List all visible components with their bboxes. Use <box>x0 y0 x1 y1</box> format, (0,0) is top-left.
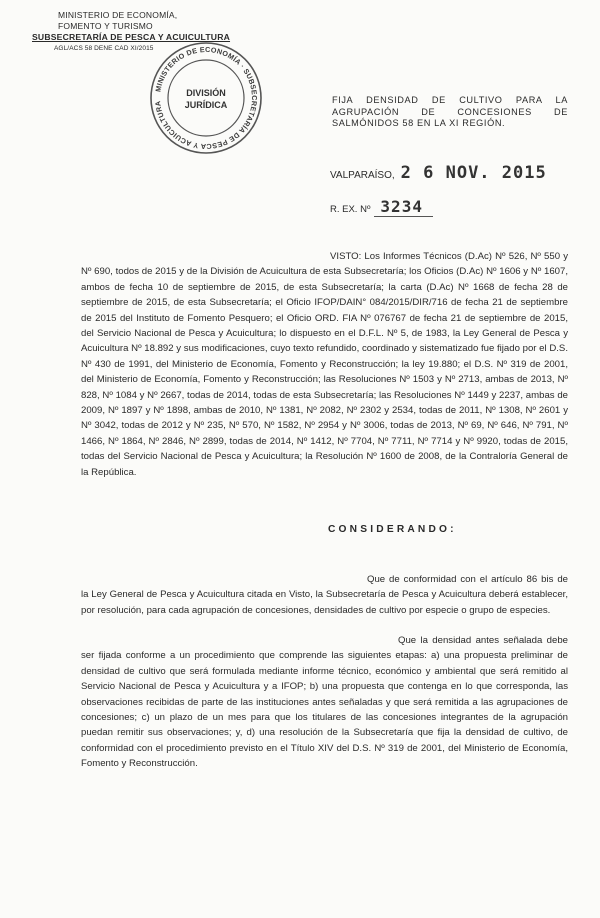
header-line-ministry: MINISTERIO DE ECONOMÍA, <box>58 10 178 20</box>
seal-inner-line1: DIVISIÓN <box>186 88 226 98</box>
considerando-title: CONSIDERANDO: <box>328 524 457 535</box>
resolution-number: 3234 <box>374 197 433 217</box>
seal-ring-text: MINISTERIO DE ECONOMÍA · SUBSECRETARÍA DE PESCA Y ACUICULTURA <box>153 44 260 152</box>
considerando-paragraph-2: Que la densidad antes señalada debe ser fijada conforme a un procedimiento que comprende las siguientes etapas: a) una propuesta preliminar de densidad de cultivo que será formulada mediante informe técnico, económico y ambiental que será remitido al Servicio Nacional de Pesca y Acuicultura y a IFOP; b) una propuesta que contenga en lo que corresponda, las observaciones recibidas de parte de las instituciones antes señaladas y que será remitida a las agrupaciones de concesiones; c) un plazo de un mes para que los titulares de las concesiones integrantes de la agrupación puedan remitir sus observaciones; y, d) una resolución de la Subsecretaría que fija la densidad de cultivo, de conformidad con el procedimiento previsto en el Título XIV del D.S. Nº 319 de 2001, del Ministerio de Economía, Fomento y Reconstrucción. <box>81 635 568 770</box>
document-subject: FIJA DENSIDAD DE CULTIVO PARA LA AGRUPACIÓN DE CONCESIONES DE SALMÓNIDOS 58 EN LA XI REGIÓN. <box>332 95 568 128</box>
date-stamp: 2 6 NOV. 2015 <box>400 163 547 183</box>
place: VALPARAÍSO, <box>330 170 395 181</box>
official-seal-icon <box>148 40 264 156</box>
header-line-fomento: FOMENTO Y TURISMO <box>58 21 153 31</box>
visto-paragraph: VISTO: Los Informes Técnicos (D.Ac) Nº 526, Nº 550 y Nº 690, todos de 2015 y de la División de Acuicultura de esta Subsecretaría; los Oficios (D.Ac) Nº 1606 y Nº 1607, ambos de fecha 10 de septiembre de 2015, de esta Subsecretaría; la carta (D.Ac) Nº 1668 de fecha 28 de septiembre de 2015, de esta Subsecretaría; el Oficio IFOP/DAIN° 084/2015/DIR/716 de fecha 21 de septiembre de 2015 del Instituto de Fomento Pesquero; el Oficio ORD. FIA Nº 076767 de fecha 21 de septiembre de 2015, del Servicio Nacional de Pesca y Acuicultura; lo dispuesto en el D.F.L. Nº 5, de 1983, la Ley General de Pesca y Acuicultura Nº 18.892 y sus modificaciones, cuyo texto refundido, coordinado y sistematizado fue fijado por el D.S. Nº 430 de 1991, del Ministerio de Economía, Fomento y Reconstrucción; la ley 19.880; el D.S. Nº 319 de 2001, del Ministerio de Economía, Fomento y Reconstrucción; las Resoluciones Nº 1503 y Nº 2713, ambas de 2013, Nº 828, Nº 1084 y Nº 2667, todas de 2014, todas de esta Subsecretaría; las Resoluciones Nº 1449 y 2237, ambas de 2009, Nº 1897 y Nº 1898, ambas de 2010, Nº 1381, Nº 2082, Nº 2302 y 2534, todas de 2011, Nº 1308, Nº 2601 y Nº 3042, todas de 2012 y Nº 235, Nº 570, Nº 1582, Nº 2954 y Nº 3006, todas de 2013, Nº 69, Nº 646, Nº 791, Nº 1466, Nº 1864, Nº 2846, Nº 2899, todas de 2014, Nº 1412, Nº 7704, Nº 7711, Nº 7714 y Nº 9920, todas de 2015, todas del Servicio Nacional de Pesca y Acuicultura; la Resolución Nº 1600 de 2008, de la Contraloría General de la República. <box>81 251 568 478</box>
place-date <box>330 163 547 183</box>
header-line-reference: AGL/ACS 58 DENE CAD XI/2015 <box>54 45 154 52</box>
resolution-number-block <box>330 197 433 217</box>
header-line-subsecretaria: SUBSECRETARÍA DE PESCA Y ACUICULTURA <box>32 32 231 42</box>
considerando-paragraph-1: Que de conformidad con el artículo 86 bis de la Ley General de Pesca y Acuicultura citada en Visto, la Subsecretaría de Pesca y Acuicultura deberá establecer, por resolución, para cada agrupación de concesiones, densidades de cultivo por especie o grupo de especies. <box>81 574 568 616</box>
resolution-label: R. EX. Nº <box>330 204 371 215</box>
seal-inner-line2: JURÍDICA <box>184 100 228 110</box>
